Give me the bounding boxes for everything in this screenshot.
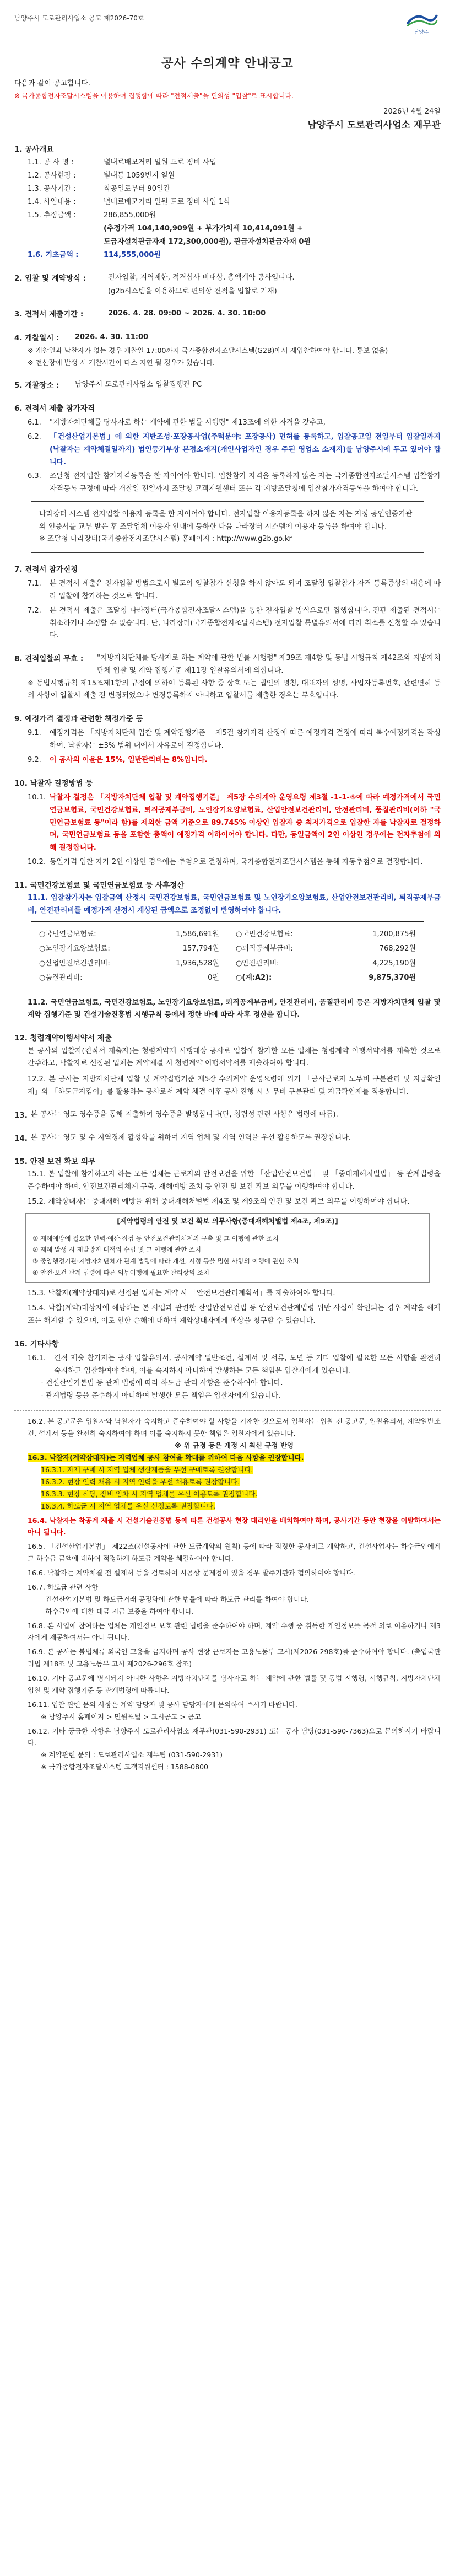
intro-note: ※ 국가종합전자조달시스템을 이용하여 집행함에 따라 "전적제출"을 편의성 "입찰"로 표시합니다. (14, 92, 294, 100)
item-value: 157,794원 (182, 944, 219, 953)
notice-item: ③ 중앙행정기관·지방자치단체가 관계 법령에 따라 개선, 시정 등을 명한 사항의 이행에 관한 조치 (32, 1257, 299, 1265)
insurance-item (236, 943, 416, 955)
estimate-detail-1: (추정가격 104,140,909원 + 부가가치세 10,414,091원 + (104, 224, 304, 233)
insurance-item (236, 958, 416, 970)
item-value: 1,586,691원 (176, 930, 219, 939)
overview-row (28, 156, 441, 169)
item-text: 예정가격은 「지방자치단체 입찰 및 계약집행기준」 제5절 참가자격 산정에 따른 예정가격 결정에 따라 복수예정가격을 작성하여, 낙찰자는 ±3% 범위 내에서 자유로이 결정합니다. (50, 729, 441, 750)
base-amount-row (28, 249, 441, 262)
estimate-detail (28, 235, 441, 249)
item-text: 「건설산업기본법」에 의한 지반조성·포장공사업(주력분야: 포장공사) 면허를 등록하고, 입찰공고일 전일부터 입찰일까지(낙찰자는 계약체결일까지) 법인등기부상 본점소재지(개인사업자인 경우 주된 영업소 소재지)를 남양주시에 두고 있어야 합니다. (50, 433, 441, 466)
section-insurance (14, 879, 441, 1022)
eligibility-item (28, 470, 441, 496)
section-integrity (14, 1032, 441, 1098)
notice-date: 2026년 4월 24일 (383, 107, 441, 116)
highlight-line: 16.3.1. 자재 구매 시 지역 업체 생산제품을 우선 구매토록 권장합니다. (41, 1466, 253, 1474)
section-invalid-bid (14, 652, 441, 702)
city-logo-icon (405, 10, 438, 27)
item-number: 6.1. (28, 418, 41, 427)
section-title: 14. (14, 1134, 28, 1143)
invalid-bid-text: "지방자치단체를 당사자로 하는 계약에 관한 법률 시행령" 제39조 제4항 및 동법 시행규칙 제42조와 지방자치단체 입찰 및 계약 집행기준 제11장 입찰유의서에 의합니다. (97, 654, 441, 675)
overview-row (28, 209, 441, 222)
section-other (14, 1338, 441, 1773)
item-key: ○노인장기요양보험료: (39, 944, 110, 953)
participation-item (28, 578, 441, 603)
other-item (28, 1353, 441, 1378)
section-title: 5. 개찰장소 : (14, 380, 59, 390)
row-key: 1.2. 공사현장 : (28, 171, 76, 180)
item-number: 7.1. (28, 579, 41, 588)
estimate-item (28, 727, 441, 753)
item-key: ○(계:A2): (236, 973, 272, 982)
intro-line: 다음과 같이 공고합니다. (14, 79, 90, 88)
item-text: 견적 제출 참가자는 공사 입찰유의서, 공사계약 일반조건, 설계서 및 서류, 도면 등 기타 입찰에 필요한 모든 사항을 완전히 숙지하고 입찰하여야 하며, 이를 숙지하지 아니하여 발생하는 모든 책임은 입찰자에게 있습니다. (54, 1354, 441, 1375)
other-item-11: 16.11. 입찰 관련 문의 사항은 계약 담당자 및 공사 담당자에게 문의하여 주시기 바랍니다. (28, 1700, 297, 1709)
estimate-detail-2: 도급자설치관급자재 172,300,000원), 관급자설치관급자재 0원 (104, 238, 311, 246)
section-title: 3. 견적서 제출기간 : (14, 310, 84, 319)
notice-item: ④ 안전·보건 관계 법령에 따른 의무이행에 필요한 관리상의 조치 (32, 1268, 209, 1276)
item-value: 0원 (208, 973, 219, 982)
highlight-line: 16.3. 낙찰자(계약상대자)는 지역업체 공사 참여율 확대를 위하여 다음 사항을 권장합니다. (28, 1453, 304, 1462)
estimate-detail (28, 222, 441, 235)
estimate-item (28, 754, 441, 767)
signature-block (14, 106, 441, 133)
overview-row (28, 183, 441, 196)
item-text: 이 공사의 이윤은 15%, 일반관리비는 8%입니다. (50, 755, 208, 764)
eligibility-item (28, 431, 441, 469)
section-opening-place (14, 379, 441, 392)
section-participation (14, 563, 441, 642)
section-title: 8. 견적입찰의 무효 : (14, 654, 84, 664)
highlight-title: ※ 위 규정 등은 개정 시 최신 규정 반영 (174, 1441, 294, 1450)
row-value: 286,855,000원 (104, 211, 156, 220)
safety-text: 15.1. 본 입찰에 참가하고자 하는 모든 업체는 근로자의 안전보건을 위한 「산업안전보건법」 및 「중대재해처벌법」 등 관계법령을 준수하여야 하며, 안전보건관리체계 구축, 재해예방 조치 등 안전 및 보건 확보 의무를 이행하여야 합니다. (28, 1170, 441, 1192)
section-title: 9. 예정가격 결정과 관련한 책정가준 등 (14, 715, 143, 724)
contact-g2b: ※ 국가종합전자조달시스템 고객지원센터 : 1588-0800 (41, 1763, 208, 1772)
row-value: 착공일로부터 90일간 (104, 185, 171, 194)
row-key: 1.4. 사업내용 : (28, 198, 76, 207)
insurance-total (236, 972, 416, 984)
other-subitem: - 건설산업기본법 및 하도급거래 공정화에 관한 법률에 따라 하도급 관리를 하여야 합니다. (41, 1595, 309, 1603)
document-number: 남양주시 도로관리사업소 공고 제2026-70호 (14, 14, 144, 22)
section-title: 4. 개찰일시 : (14, 333, 59, 342)
item-number: 9.2. (28, 755, 41, 764)
section-title: 12. 청렴계약이행서약서 제출 (14, 1034, 112, 1043)
item-text: 조달청 전자입찰 참가자격등록을 한 자이어야 합니다. 입찰참가 자격을 등록하지 않은 자는 국가종합전자조달시스템 입찰참가 자격등록 규정에 따라 개찰일 전일까지 조달청 고객지원센터 또는 각 지방조달청에 입찰참가자격등록을 하여야 합니다. (50, 472, 441, 493)
section-title: 16. 기타사항 (14, 1339, 59, 1349)
other-item-10: 16.10. 기타 공고문에 명시되지 아니한 사항은 지방자치단체를 당사자로 하는 계약에 관한 법률 및 동법 시행령, 시행규칙, 지방자치단체 입찰 및 계약 집행기준 등 관계법령에 따릅니다. (28, 1674, 441, 1694)
other-item-5: 16.5. 「건설산업기본법」 제22조(건설공사에 관한 도급계약의 원칙) 등에 따라 적정한 공사비로 계약하고, 건설사업자는 하수급인에게 그 하수급 금액에 대하여 적정하게 하도급 계약을 체결하여야 합니다. (28, 1542, 441, 1563)
row-value: 별내동 1059번지 일원 (104, 171, 175, 180)
highlight-line: 16.3.3. 현장 식당, 장비 임차 시 지역 업체를 우선 이용토록 권장합니다. (41, 1489, 258, 1498)
contact-contract: ※ 계약관련 문의 : 도로관리사업소 재무팀 (031-590-2931) (41, 1751, 223, 1759)
section-title: 10. 낙찰자 결정방법 등 (14, 779, 93, 788)
section-opening-time (14, 331, 441, 369)
row-key: 1.3. 공사기간 : (28, 185, 76, 194)
section-title: 15. 안전 보건 확보 의무 (14, 1157, 96, 1167)
award-item (28, 792, 441, 855)
insurance-item (236, 929, 416, 941)
highlight-line: 16.3.2. 현장 인력 채용 시 지역 인력을 우선 채용토록 권장합니다. (41, 1477, 240, 1486)
page-title: 공사 수의계약 안내공고 (161, 57, 294, 71)
item-text: 동일가격 입찰 자가 2인 이상인 경우에는 추첨으로 결정하며, 국가종합전자조달시스템을 통해 자동추첨으로 결정합니다. (50, 857, 423, 866)
section-13 (14, 1109, 441, 1122)
header-row (14, 0, 441, 35)
notice-title: [계약법령의 안전 및 보건 확보 의무사항(중대재해처벌법 제4조, 제9조)] (26, 1214, 429, 1228)
row-key: 1.5. 추정금액 : (28, 211, 76, 220)
item-number: 10.2. (28, 857, 46, 866)
section-title: 2. 입찰 및 계약방식 : (14, 274, 86, 283)
other-item-2: 16.2. 본 공고문은 입찰자와 낙찰자가 숙지하고 준수하여야 할 사항을 기재한 것으로서 입찰자는 입찰 전 공고문, 입찰유의서, 계약일반조건, 설계서 등을 완전히 숙지하여야 하며 이를 숙지하지 못한 책임은 입찰자에게 있습니다. (28, 1416, 441, 1437)
highlight-line: 16.3.4. 하도급 시 지역 업체를 우선 선정토록 권장합니다. (41, 1501, 216, 1510)
divider (14, 1410, 441, 1411)
section-text: 본 공사는 영도 영수증을 통해 지출하여 영수증을 발행합니다(단, 청렴성 관련 사항은 법령에 따름). (31, 1110, 338, 1119)
registration-box (31, 501, 424, 553)
item-number: 9.1. (28, 729, 41, 738)
overview-row (28, 196, 441, 209)
item-value: 9,875,370원 (369, 973, 416, 982)
base-amount-value: 114,555,000원 (104, 251, 161, 260)
section-title: 13. (14, 1110, 28, 1120)
other-subitem: - 하수급인에 대한 대금 지급 보증을 하여야 합니다. (41, 1607, 194, 1616)
item-value: 768,292원 (379, 944, 416, 953)
item-number: 10.1. (28, 793, 46, 802)
insurance-box (31, 921, 424, 991)
safety-text-3: 15.3. 낙찰자(계약상대자)로 선정된 업체는 계약 시 「안전보건관리계획서」를 제출하여야 합니다. (28, 1289, 335, 1298)
section-title: 7. 견적서 참가신청 (14, 565, 78, 575)
safety-text-4: 15.4. 낙찰(계약)대상자에 해당하는 본 사업과 관련한 산업안전보건법 등 안전보건관계법령 위반 사실이 확인되는 경우 계약을 해제 또는 해지할 수 있으며, 이로 인한 손해에 대하여 계약상대자에게 배상을 청구할 수 있습니다. (28, 1304, 441, 1325)
g2b-link[interactable]: ※ 조달청 나라장터(국가종합전자조달시스템) 홈페이지 : http://www.g2b.go.kr (39, 535, 292, 544)
base-amount-key: 1.6. 기초금액 : (28, 251, 79, 260)
item-number: 16.1. (28, 1354, 46, 1362)
participation-item (28, 605, 441, 642)
item-text: "지방자치단체를 당사자로 하는 계약에 관한 법률 시행령" 제13조에 의한 자격을 갖추고, (50, 418, 326, 427)
opening-note-2: ※ 전산장애 발생 시 개찰시간이 다소 지연 될 경우가 있습니다. (28, 358, 215, 367)
item-value: 1,200,875원 (372, 930, 416, 939)
item-number: 6.3. (28, 472, 41, 481)
insurance-item (39, 929, 219, 941)
section-eligibility (14, 402, 441, 553)
section-contract-method (14, 272, 441, 298)
integrity-text: 본 공사의 입찰자(견적서 제출자)는 청렴계약제 시행대상 공사로 입찰에 참가한 모든 업체는 청렴계약 이행서약서를 제출한 것으로 간주하고, 낙찰자로 선정된 업체는 계약체결 시 청렴계약 이행서약서를 제출하여야 합니다. (28, 1046, 441, 1068)
contact-line: 16.12. 기타 궁금한 사항은 남양주시 도로관리사업소 재무관(031-590-2931) 또는 공사 담당(031-590-7363)으로 문의하시기 바랍니다. (28, 1726, 441, 1747)
item-number: 7.2. (28, 606, 41, 615)
other-item-6: 16.6. 낙찰자는 계약체결 전 설계서 등을 검토하여 시공상 문제점이 있을 경우 발주기관과 협의하여야 합니다. (28, 1569, 355, 1577)
safety-notice-box (25, 1213, 430, 1284)
opening-time: 2026. 4. 30. 11:00 (75, 332, 149, 341)
logo-text: 남양주 (414, 29, 429, 35)
insurance-item (39, 943, 219, 955)
opening-place: 남양주시 도로관리사업소 입찰집행관 PC (75, 380, 202, 389)
other-item-8: 16.8. 본 사업에 참여하는 업체는 개인정보 보호 관련 법령을 준수하여야 하며, 계약 수행 중 취득한 개인정보를 목적 외로 이용하거나 제3자에게 제공하여서는 아니 됩니다. (28, 1621, 441, 1642)
logo (402, 10, 441, 35)
other-subitem: - 건설산업기본법 등 관계 법령에 따라 하도급 관리 사항을 준수하여야 합니다. (41, 1379, 283, 1388)
section-title: 6. 견적서 제출 참가자격 (14, 404, 95, 414)
notice-item: ② 재해 발생 시 재발방지 대책의 수립 및 그 이행에 관한 조치 (32, 1246, 202, 1254)
other-item-9: 16.9. 본 공사는 불법체류 외국인 고용을 금지하며 공사 현장 근로자는 고용노동부 고시(제2026-298호)를 준수하여야 합니다. (출입국관리법 제18조 및 고용노동부 고시 제2026-296호 참조) (28, 1647, 441, 1668)
section-text: 본 공사는 영도 및 수 지역경제 활성화를 위하여 지역 업체 및 지역 인력을 우선 활용하도록 권장합니다. (31, 1133, 351, 1142)
award-item (28, 856, 441, 869)
section-estimate-price (14, 712, 441, 767)
insurance-item (39, 972, 219, 984)
item-number: 6.2. (28, 433, 41, 442)
eligibility-item (28, 417, 441, 430)
item-value: 1,936,528원 (176, 959, 219, 968)
section-submission-period (14, 308, 441, 321)
section-14 (14, 1132, 441, 1145)
red-notice: 16.4. 낙찰자는 착공계 제출 시 건설기술진흥법 등에 따른 건설공사 현장 대리인을 배치하여야 하며, 공사기간 동안 현장을 이탈하여서는 아니 됩니다. (28, 1516, 441, 1537)
contract-method: 전자입찰, 지역제한, 적격심사 비대상, 총액계약 공사입니다. (108, 273, 295, 282)
other-subitem: - 관계법령 등을 준수하지 아니하여 발생한 모든 책임은 입찰자에게 있습니다. (41, 1392, 281, 1400)
other-item-7: 16.7. 하도급 관련 사항 (28, 1582, 99, 1591)
invalid-bid-note: ※ 동법시행규칙 제15조제1항의 규정에 의하여 등록된 사항 중 상호 또는 법인의 명칭, 대표자의 성명, 사업자등록번호, 관련면허 등의 사항이 입찰서 제출 전 변경되었으나 변경등록하지 아니하고 입찰서를 제출한 경우는 무효입니다. (28, 679, 441, 700)
row-key: 1.1. 공 사 명 : (28, 158, 74, 167)
section-overview (14, 143, 441, 262)
homepage-path: ※ 남양주시 홈페이지 > 민원포털 > 고시공고 > 공고 (41, 1712, 202, 1721)
notice-item: ① 재해예방에 필요한 인력·예산·점검 등 안전보건관리체계의 구축 및 그 이행에 관한 조치 (32, 1234, 279, 1242)
overview-row (28, 169, 441, 183)
item-key: ○안전관리비: (236, 959, 279, 968)
registration-text: 나라장터 시스템 전자입찰 이용자 등록을 한 자이어야 합니다. 전자입찰 이용자등록을 하지 않은 자는 지정 공인인증기관의 인증서를 교부 받은 후 조달업체 이용자 안내에 등하한 다음 나라장터 시스템에 이용자 등록을 하여야 합니다. (39, 509, 413, 531)
item-key: ○국민연금보험료: (39, 930, 96, 939)
section-title: 1. 공사개요 (14, 144, 54, 154)
section-safety (14, 1155, 441, 1328)
insurance-item (39, 958, 219, 970)
item-key: ○국민건강보험료: (236, 930, 293, 939)
contract-method-note: (g2b시스템을 이용하므로 편의상 견적을 입찰로 기재) (108, 287, 277, 296)
section-title: 11. 국민건강보험료 및 국민연금보험료 등 사후정산 (14, 881, 185, 890)
item-value: 4,225,190원 (372, 959, 416, 968)
issuing-org: 남양주시 도로관리사업소 재무관 (307, 119, 441, 131)
item-key: ○퇴직공제부금비: (236, 944, 293, 953)
opening-note-1: ※ 개찰일과 낙찰자가 없는 경우 개찰일 17:00까지 국가종합전자조달시스템(G2B)에서 재입찰하여야 합니다. 통보 없음) (28, 346, 388, 355)
item-text: 낙찰자 결정은 「지방자치단체 입찰 및 계약집행기준」 제5장 수의계약 운영요령 제3절 -1-1-⑤에 따라 예정가격에서 국민연금보험료, 국민건강보험료, 퇴직공제부금비, 노인장기요양보험료, 산업안전보건관리비, 안전관리비, 품질관리비(이하 "국민연금보험료 등"이라 함)를 제외한 금액 기준으로 89.745% 이상인 입찰자 중 최저가격으로 입찰한 자를 낙찰자로 결정하며, 국민연금보험료 등을 포함한 총액이 예정가격 이하이어야 합니다. 다만, 동일금액이 2인 이상인 경우에는 전자추첨에 의해 결정합니다. (50, 793, 441, 852)
row-value: 별내로배모거리 일원 도로 정비 사업 (104, 158, 216, 167)
integrity-text-2: 12.2. 본 공사는 지방자치단체 입찰 및 계약집행기준 제5장 수의계약 운영요령에 의거 「공사근로자 노무비 구분관리 및 지급확인제」와 「하도급지킴이」를 활용하는 공사로서 계약 체결 이후 공사 진행 시 노무비 구분관리 및 지급확인제를 적용합니다. (28, 1075, 441, 1096)
row-value: 별내로배모거리 일원 도로 정비 사업 1식 (104, 198, 230, 207)
item-text: 본 견적서 제출은 전자입찰 방법으로서 별도의 입찰참가 신청을 하지 않아도 되며 조달청 입찰참가 자격 등록증상의 내용에 따라 입찰에 참가하는 것으로 합니다. (50, 579, 441, 601)
item-text: 본 견적서 제출은 조달청 나라장터(국가종합전자조달시스템)을 통한 전자입찰 방식으로만 집행합니다. 전판 제출된 견적서는 취소하거나 수정할 수 없습니다. 단, 나라장터(국가종합전자조달시스템) 전자입찰 특별유의서에 따라 취소를 신청할 수 있습니다. (50, 606, 441, 640)
insurance-text: 11.1. 입찰참가자는 입찰금액 산정시 국민건강보험료, 국민연금보험료 및 노인장기요양보험료, 산업안전보건관리비, 퇴직공제부금비, 안전관리비를 예정가격 산정시 계상된 금액으로 조정없이 반영하여야 합니다. (28, 893, 441, 915)
insurance-settlement: 11.2. 국민연금보험료, 국민건강보험료, 노인장기요양보험료, 퇴직공제부금비, 안전관리비, 품질관리비 등은 지방자치단체 입찰 및 계약 집행기준 및 건설기술진흥법 시행규칙 등에서 정한 바에 따라 사후 정산을 합니다. (28, 998, 441, 1019)
safety-text-2: 15.2. 계약상대자는 중대재해 예방을 위해 중대재해처벌법 제4조 및 제9조의 안전 및 보건 확보 의무를 이행하여야 합니다. (28, 1197, 410, 1206)
section-award-method (14, 777, 441, 869)
item-key: ○품질관리비: (39, 973, 83, 982)
submission-period: 2026. 4. 28. 09:00 ~ 2026. 4. 30. 10:00 (108, 309, 266, 318)
item-key: ○산업안전보건관리비: (39, 959, 110, 968)
